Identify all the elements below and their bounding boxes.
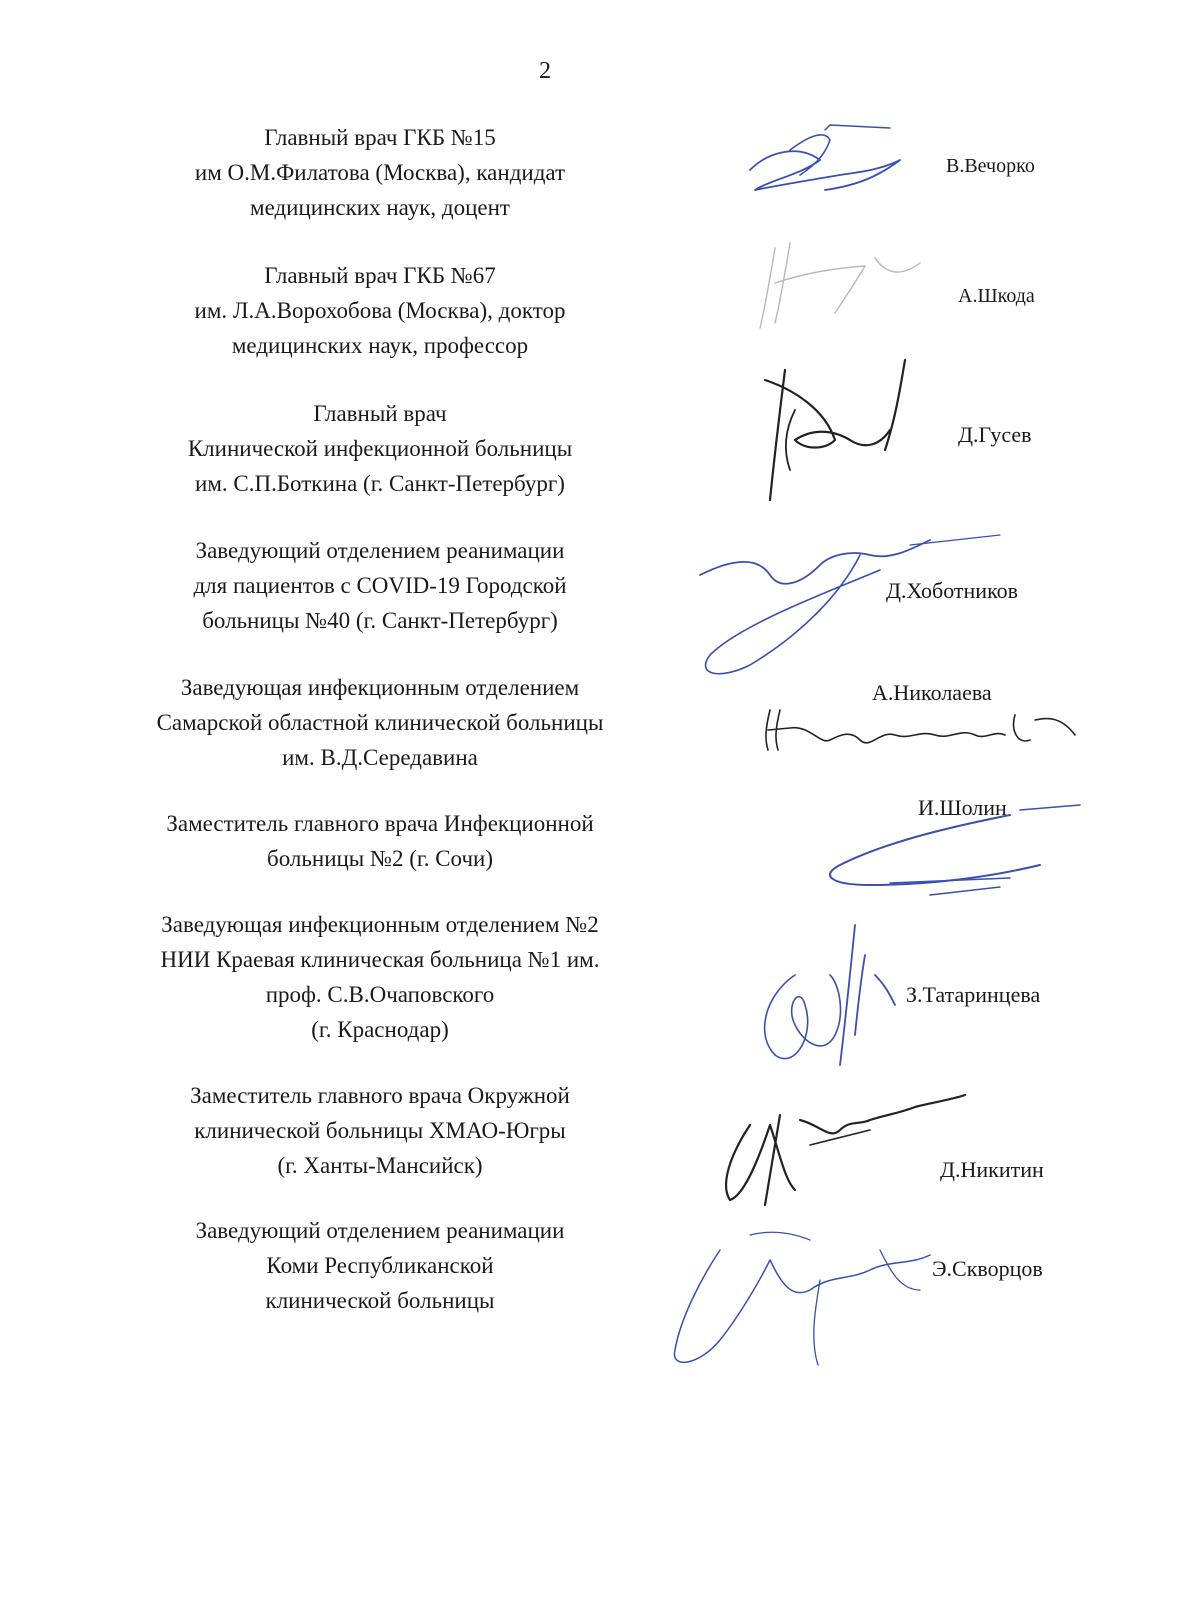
signatory-name-shkoda: А.Шкода (958, 285, 1035, 307)
title-line: медицинских наук, доцент (250, 195, 510, 220)
signatory-name-gusev: Д.Гусев (958, 422, 1032, 447)
title-line: для пациентов с COVID-19 Городской (193, 573, 567, 598)
signatory-title-gusev (60, 396, 700, 501)
signatory-title-nikolaeva (60, 670, 700, 775)
signatory-title-khobotnikov (60, 533, 700, 638)
signature-nikolaeva (760, 700, 1080, 760)
signatory-name-skvortsov: Э.Скворцов (932, 1256, 1043, 1281)
title-line: (г. Краснодар) (311, 1017, 449, 1042)
signatory-title-shkoda (60, 258, 700, 363)
title-line: (г. Ханты-Мансийск) (277, 1153, 483, 1178)
title-line: им. Л.А.Ворохобова (Москва), доктор (194, 298, 566, 323)
title-line: Заведующий отделением реанимации (195, 538, 565, 563)
signature-sholin (810, 795, 1090, 910)
title-line: больницы №2 (г. Сочи) (267, 846, 493, 871)
signatory-title-skvortsov (60, 1213, 700, 1318)
signatory-title-sholin (60, 806, 700, 876)
title-line: Главный врач (313, 401, 447, 426)
title-line: Самарской областной клинической больницы (156, 710, 604, 735)
signatory-title-vechorko (60, 120, 700, 225)
signatory-name-tatarintseva: З.Татаринцева (906, 982, 1041, 1007)
page-number: 2 (539, 58, 551, 84)
title-line: медицинских наук, профессор (231, 333, 529, 358)
signature-shkoda (735, 228, 945, 338)
title-line: больницы №40 (г. Санкт-Петербург) (202, 608, 558, 633)
signatory-name-sholin: И.Шолин (918, 795, 1007, 820)
signatory-title-tatarintseva (60, 907, 700, 1047)
title-line: проф. С.В.Очаповского (265, 982, 495, 1007)
signature-tatarintseva (745, 915, 920, 1080)
title-line: Заведующая инфекционным отделением (180, 675, 580, 700)
signature-vechorko (730, 120, 930, 210)
title-line: клинической больницы (265, 1288, 495, 1313)
title-line: Коми Республиканской (266, 1253, 494, 1278)
signature-gusev (755, 350, 930, 515)
title-line: НИИ Краевая клиническая больница №1 им. (160, 947, 600, 972)
title-line: Заведующая инфекционным отделением №2 (161, 912, 599, 937)
signature-nikitin (710, 1085, 990, 1215)
title-line: им О.М.Филатова (Москва), кандидат (194, 160, 566, 185)
signature-khobotnikov (680, 515, 1010, 695)
signatory-title-nikitin (60, 1078, 700, 1183)
title-line: Клинической инфекционной больницы (187, 436, 573, 461)
title-line: Главный врач ГКБ №67 (264, 263, 496, 288)
signature-skvortsov (660, 1220, 980, 1380)
signatory-name-vechorko: В.Вечорко (946, 155, 1035, 177)
title-line: Заведующий отделением реанимации (195, 1218, 565, 1243)
title-line: клинической больницы ХМАО-Югры (194, 1118, 566, 1143)
title-line: Заместитель главного врача Инфекционной (166, 811, 594, 836)
signatory-name-khobotnikov: Д.Хоботников (886, 578, 1019, 603)
title-line: им. С.П.Боткина (г. Санкт-Петербург) (195, 471, 565, 496)
signatory-name-nikolaeva: А.Николаева (872, 680, 992, 705)
title-line: Заместитель главного врача Окружной (190, 1083, 570, 1108)
title-line: им. В.Д.Середавина (282, 745, 478, 770)
signatory-name-nikitin: Д.Никитин (940, 1157, 1044, 1182)
title-line: Главный врач ГКБ №15 (264, 125, 496, 150)
